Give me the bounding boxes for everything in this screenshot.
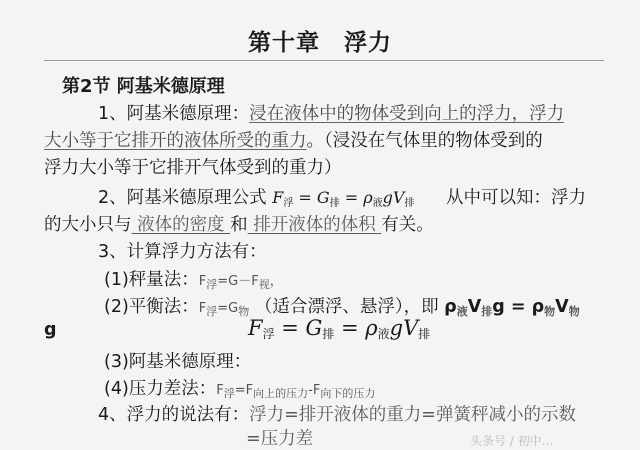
watermark-text: 头条号 / 初中… xyxy=(470,434,554,448)
item1-underlined-2: 大小等于它排开的液体所受的重力 xyxy=(44,131,307,151)
method2-g-wrap: g xyxy=(44,320,57,340)
item2-line1 xyxy=(98,184,586,209)
title-divider xyxy=(44,60,604,61)
method2-balance: (2)平衡法：$F_浮=G_物$ （适合漂浮、悬浮），即 $\rho_液V_排g = \rho_物V_物$ xyxy=(104,297,580,318)
item1-rest: 。（浸没在气体里的物体受到的 xyxy=(306,131,543,151)
item2-prefix: 2、阿基米德原理公式 xyxy=(98,188,267,208)
item3-heading: 3、计算浮力方法有： xyxy=(98,242,267,262)
item1-prefix: 1、阿基米德原理： xyxy=(98,104,250,124)
item2-line2: 的大小只与 液体的密度 和 排开液体的体积 有关。 xyxy=(44,215,434,235)
item1-underlined-1: 浸在液体中的物体受到向上的浮力，浮力 xyxy=(249,104,565,124)
method1-weighing: (1)秤量法：$F_浮=G-F_视$， xyxy=(104,270,283,291)
blank-displaced-volume: 排开液体的体积 xyxy=(247,215,382,235)
chapter-title: 第十章 浮力 xyxy=(248,29,392,56)
method4-pressure-difference: (4)压力差法：$F_浮=F_{向上的压力}-F_{向下的压力}$ xyxy=(104,379,376,400)
buoyancy-formula-display: F浮 = G排 = ρ液gV排 xyxy=(248,316,431,341)
item1-line2 xyxy=(44,127,543,152)
section-heading: 第2节 阿基米德原理 xyxy=(62,76,225,97)
method3-archimedes: (3)阿基米德原理： xyxy=(104,352,252,372)
item1-line3: 浮力大小等于它排开气体受到的重力） xyxy=(44,158,342,178)
item4-line2: =压力差 xyxy=(246,429,314,449)
buoyancy-formula-inline: F浮 = G排 = ρ液gV排 xyxy=(272,188,415,209)
item2-after: 从中可以知：浮力 xyxy=(446,188,587,208)
item4-line1: 4、浮力的说法有：浮力=排开液体的重力=弹簧秤减小的示数 xyxy=(98,405,576,425)
item1-line1 xyxy=(98,100,564,125)
blank-liquid-density: 液体的密度 xyxy=(131,215,231,235)
